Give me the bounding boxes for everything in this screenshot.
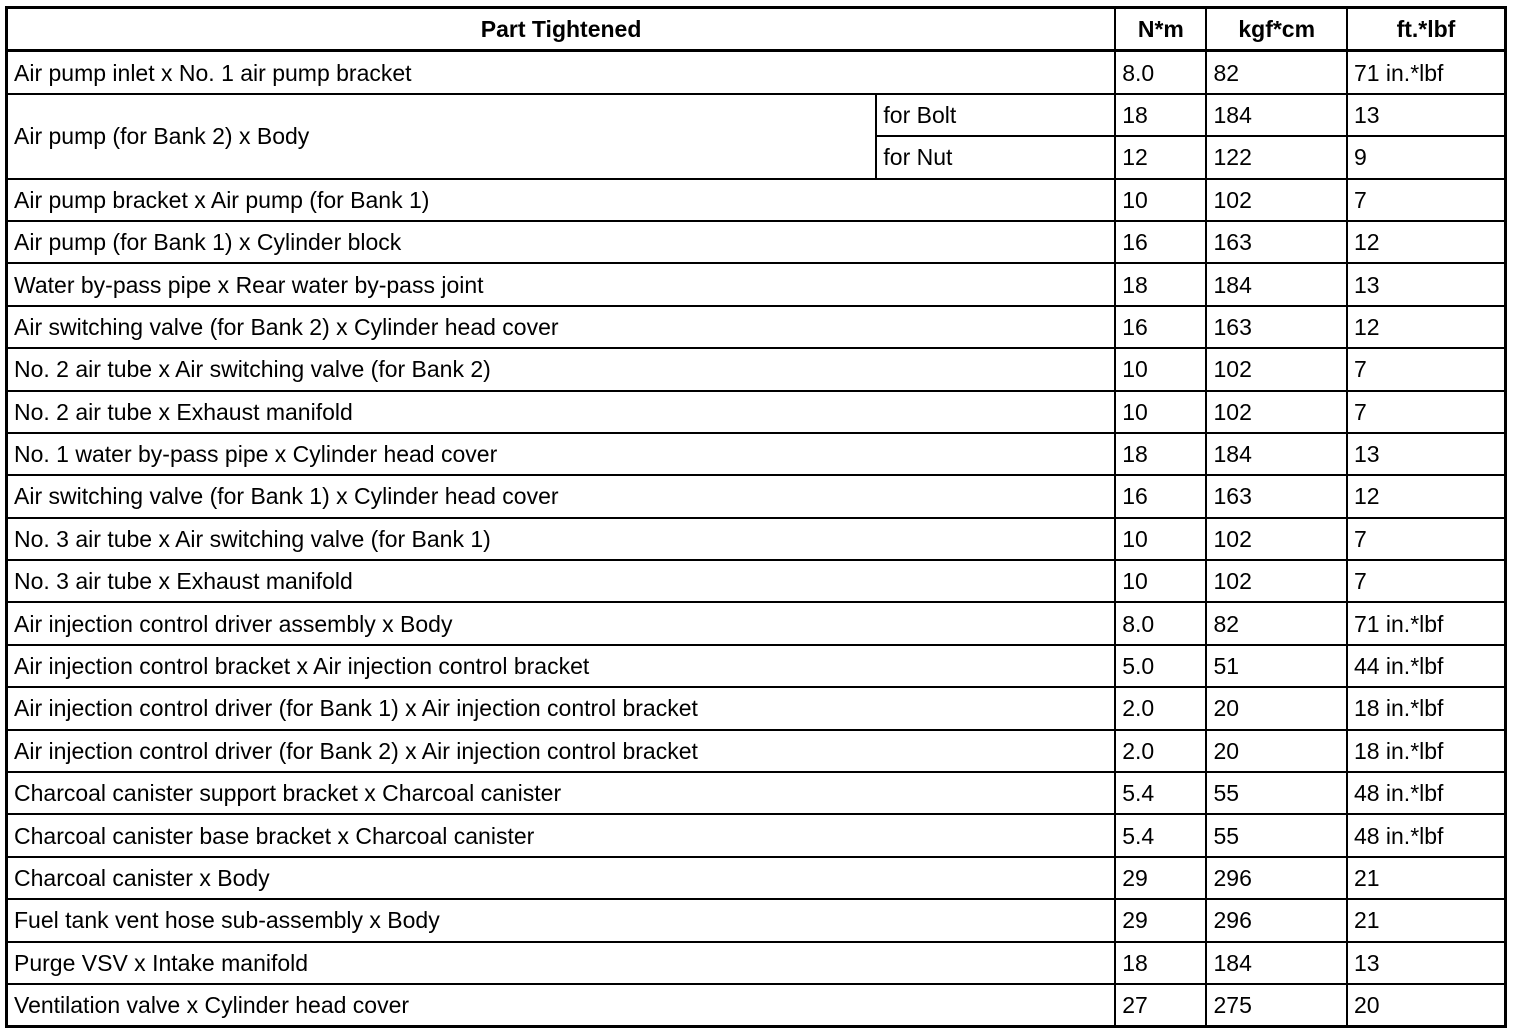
nm-cell: 8.0	[1115, 51, 1206, 94]
nm-cell: 16	[1115, 221, 1206, 263]
part-cell: Air pump (for Bank 2) x Body	[7, 94, 877, 179]
part-cell: Charcoal canister base bracket x Charcoal canister	[7, 814, 1116, 856]
ftlbf-cell: 9	[1347, 136, 1506, 178]
part-cell: No. 3 air tube x Air switching valve (for Bank 1)	[7, 518, 1116, 560]
ftlbf-cell: 18 in.*lbf	[1347, 730, 1506, 772]
table-row	[7, 94, 1506, 136]
part-cell: No. 2 air tube x Exhaust manifold	[7, 391, 1116, 433]
table-row	[7, 560, 1506, 602]
kgfcm-cell: 184	[1206, 263, 1346, 305]
kgfcm-cell: 20	[1206, 687, 1346, 729]
part-cell: No. 3 air tube x Exhaust manifold	[7, 560, 1116, 602]
part-cell: Ventilation valve x Cylinder head cover	[7, 984, 1116, 1027]
part-cell: Purge VSV x Intake manifold	[7, 942, 1116, 984]
ftlbf-cell: 12	[1347, 306, 1506, 348]
ftlbf-cell: 12	[1347, 475, 1506, 517]
nm-cell: 5.4	[1115, 814, 1206, 856]
nm-cell: 10	[1115, 518, 1206, 560]
part-cell: Air injection control driver (for Bank 2) x Air injection control bracket	[7, 730, 1116, 772]
table-row	[7, 730, 1506, 772]
torque-spec-table	[5, 6, 1507, 1028]
ftlbf-cell: 13	[1347, 94, 1506, 136]
part-cell: No. 1 water by-pass pipe x Cylinder head cover	[7, 433, 1116, 475]
table-row	[7, 179, 1506, 221]
part-cell: Air switching valve (for Bank 2) x Cylinder head cover	[7, 306, 1116, 348]
part-cell: Fuel tank vent hose sub-assembly x Body	[7, 899, 1116, 941]
part-cell: Air injection control driver (for Bank 1) x Air injection control bracket	[7, 687, 1116, 729]
part-cell: Charcoal canister support bracket x Charcoal canister	[7, 772, 1116, 814]
kgfcm-cell: 184	[1206, 94, 1346, 136]
kgfcm-cell: 296	[1206, 899, 1346, 941]
part-cell: No. 2 air tube x Air switching valve (for Bank 2)	[7, 348, 1116, 390]
table-row	[7, 391, 1506, 433]
ftlbf-cell: 7	[1347, 391, 1506, 433]
kgfcm-cell: 296	[1206, 857, 1346, 899]
ftlbf-cell: 13	[1347, 263, 1506, 305]
header-row	[7, 8, 1506, 51]
part-cell: Air injection control driver assembly x Body	[7, 602, 1116, 644]
sub-part-cell: for Nut	[876, 136, 1115, 178]
table-row	[7, 857, 1506, 899]
part-cell: Air injection control bracket x Air injection control bracket	[7, 645, 1116, 687]
nm-cell: 18	[1115, 263, 1206, 305]
table-row	[7, 51, 1506, 94]
table-row	[7, 814, 1506, 856]
ftlbf-cell: 20	[1347, 984, 1506, 1027]
table-row	[7, 221, 1506, 263]
header-nm: N*m	[1115, 8, 1206, 51]
kgfcm-cell: 102	[1206, 518, 1346, 560]
kgfcm-cell: 275	[1206, 984, 1346, 1027]
ftlbf-cell: 48 in.*lbf	[1347, 772, 1506, 814]
table-row	[7, 602, 1506, 644]
table-row	[7, 942, 1506, 984]
ftlbf-cell: 48 in.*lbf	[1347, 814, 1506, 856]
nm-cell: 2.0	[1115, 730, 1206, 772]
kgfcm-cell: 184	[1206, 942, 1346, 984]
ftlbf-cell: 7	[1347, 560, 1506, 602]
table-row	[7, 348, 1506, 390]
nm-cell: 18	[1115, 942, 1206, 984]
kgfcm-cell: 82	[1206, 602, 1346, 644]
nm-cell: 10	[1115, 560, 1206, 602]
nm-cell: 29	[1115, 899, 1206, 941]
table-row	[7, 475, 1506, 517]
table-row	[7, 984, 1506, 1027]
table-row	[7, 433, 1506, 475]
table-row	[7, 306, 1506, 348]
nm-cell: 29	[1115, 857, 1206, 899]
ftlbf-cell: 21	[1347, 857, 1506, 899]
part-cell: Air switching valve (for Bank 1) x Cylinder head cover	[7, 475, 1116, 517]
ftlbf-cell: 18 in.*lbf	[1347, 687, 1506, 729]
kgfcm-cell: 102	[1206, 348, 1346, 390]
header-kgfcm: kgf*cm	[1206, 8, 1346, 51]
part-cell: Charcoal canister x Body	[7, 857, 1116, 899]
sub-part-cell: for Bolt	[876, 94, 1115, 136]
table-row	[7, 518, 1506, 560]
nm-cell: 16	[1115, 475, 1206, 517]
part-cell: Air pump bracket x Air pump (for Bank 1)	[7, 179, 1116, 221]
ftlbf-cell: 13	[1347, 433, 1506, 475]
header-part-tightened: Part Tightened	[7, 8, 1116, 51]
nm-cell: 18	[1115, 94, 1206, 136]
nm-cell: 10	[1115, 348, 1206, 390]
kgfcm-cell: 102	[1206, 179, 1346, 221]
header-ftlbf: ft.*lbf	[1347, 8, 1506, 51]
kgfcm-cell: 51	[1206, 645, 1346, 687]
kgfcm-cell: 102	[1206, 560, 1346, 602]
ftlbf-cell: 7	[1347, 518, 1506, 560]
ftlbf-cell: 12	[1347, 221, 1506, 263]
part-cell: Water by-pass pipe x Rear water by-pass joint	[7, 263, 1116, 305]
kgfcm-cell: 163	[1206, 221, 1346, 263]
nm-cell: 5.0	[1115, 645, 1206, 687]
table-row	[7, 687, 1506, 729]
nm-cell: 10	[1115, 179, 1206, 221]
table-body	[7, 51, 1506, 1027]
kgfcm-cell: 20	[1206, 730, 1346, 772]
nm-cell: 18	[1115, 433, 1206, 475]
table-row	[7, 899, 1506, 941]
nm-cell: 27	[1115, 984, 1206, 1027]
kgfcm-cell: 82	[1206, 51, 1346, 94]
table-row	[7, 263, 1506, 305]
nm-cell: 16	[1115, 306, 1206, 348]
nm-cell: 5.4	[1115, 772, 1206, 814]
ftlbf-cell: 71 in.*lbf	[1347, 51, 1506, 94]
kgfcm-cell: 122	[1206, 136, 1346, 178]
kgfcm-cell: 163	[1206, 306, 1346, 348]
kgfcm-cell: 55	[1206, 814, 1346, 856]
part-cell: Air pump inlet x No. 1 air pump bracket	[7, 51, 1116, 94]
kgfcm-cell: 163	[1206, 475, 1346, 517]
kgfcm-cell: 102	[1206, 391, 1346, 433]
kgfcm-cell: 55	[1206, 772, 1346, 814]
ftlbf-cell: 71 in.*lbf	[1347, 602, 1506, 644]
part-cell: Air pump (for Bank 1) x Cylinder block	[7, 221, 1116, 263]
nm-cell: 10	[1115, 391, 1206, 433]
table-row	[7, 772, 1506, 814]
ftlbf-cell: 21	[1347, 899, 1506, 941]
kgfcm-cell: 184	[1206, 433, 1346, 475]
ftlbf-cell: 7	[1347, 179, 1506, 221]
nm-cell: 12	[1115, 136, 1206, 178]
ftlbf-cell: 13	[1347, 942, 1506, 984]
nm-cell: 2.0	[1115, 687, 1206, 729]
table-row	[7, 645, 1506, 687]
ftlbf-cell: 44 in.*lbf	[1347, 645, 1506, 687]
ftlbf-cell: 7	[1347, 348, 1506, 390]
nm-cell: 8.0	[1115, 602, 1206, 644]
